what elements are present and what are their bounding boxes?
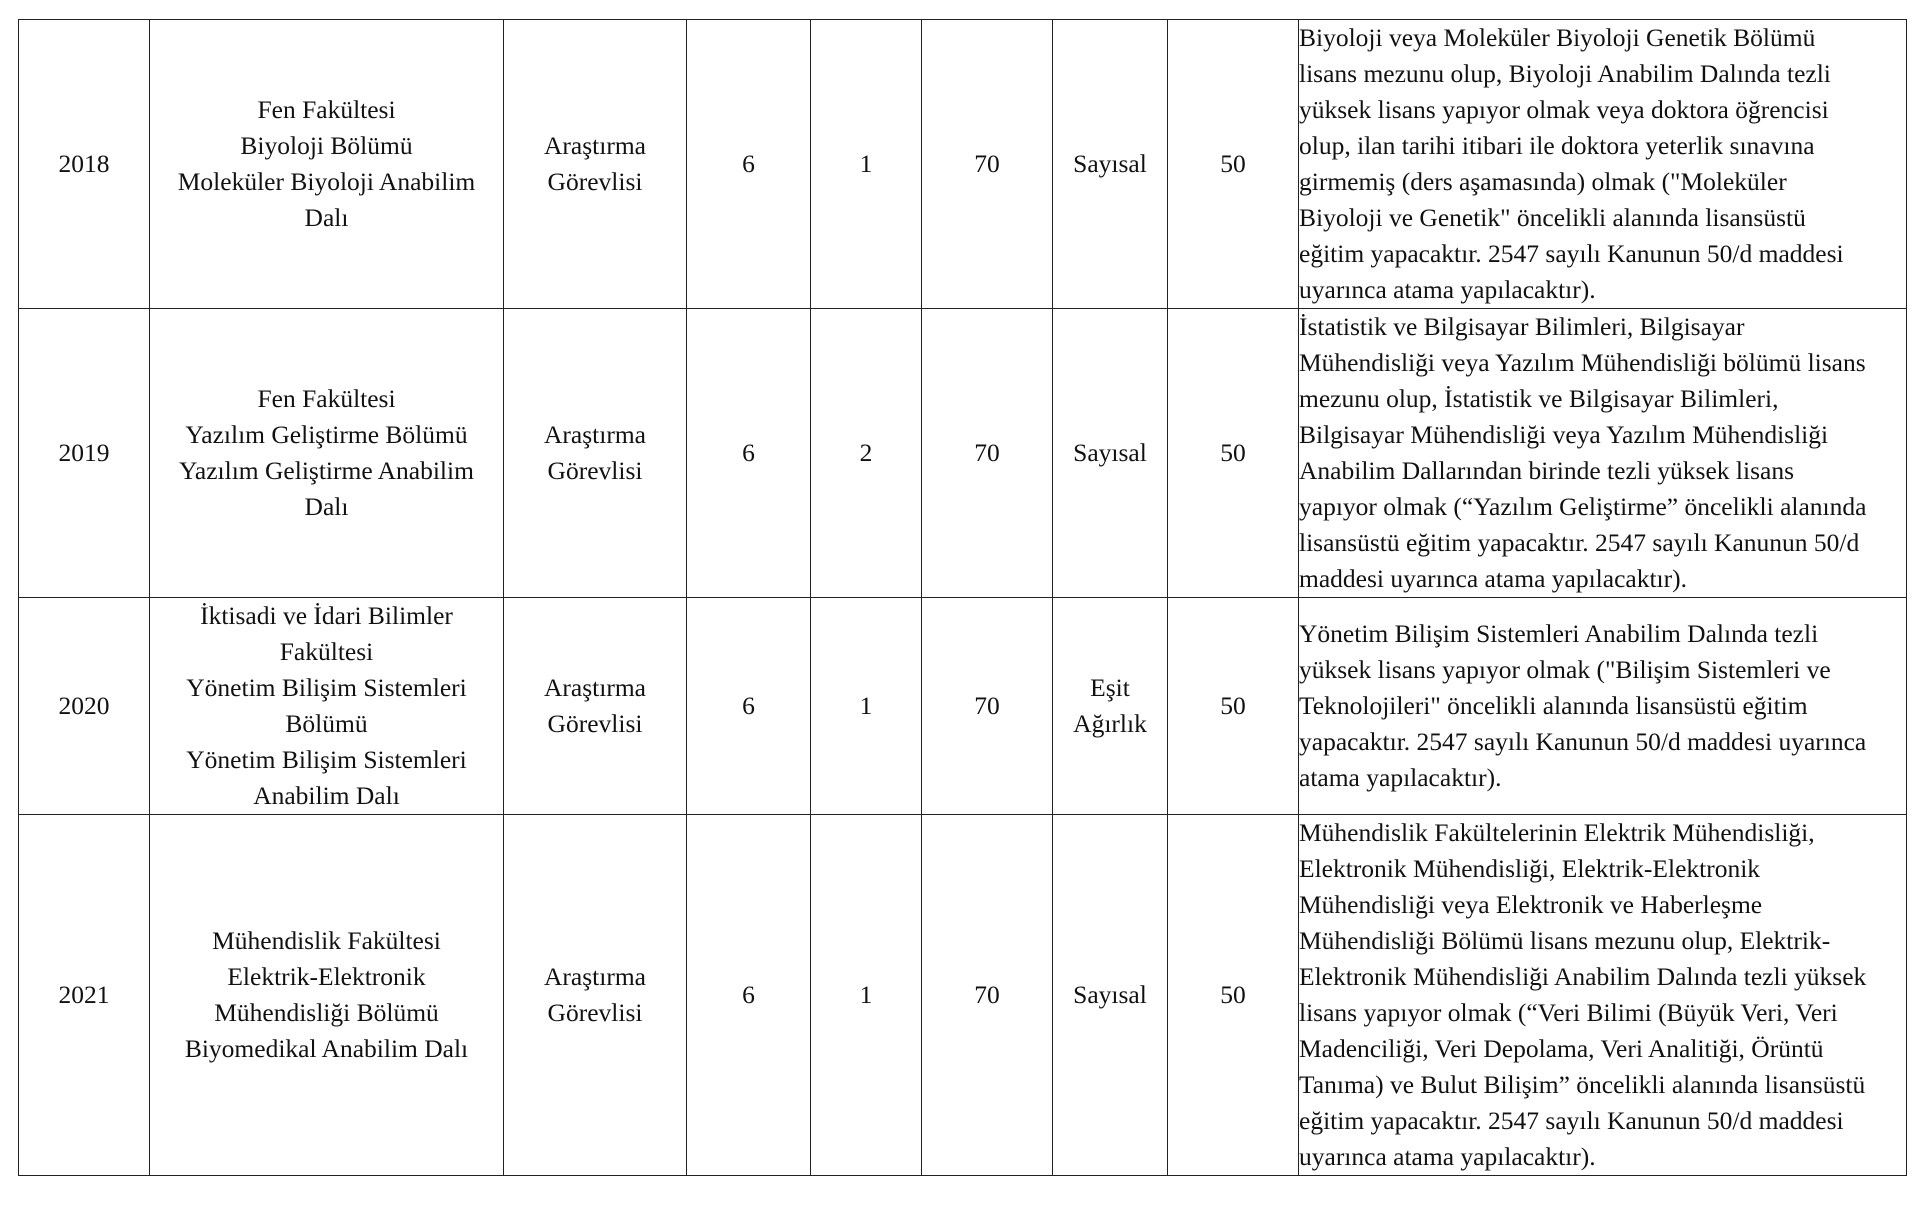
- unit-cell: [150, 815, 504, 1176]
- job-postings-table: [18, 19, 1907, 1176]
- derece-cell: 6: [687, 309, 811, 598]
- ales-cell: 70: [922, 815, 1053, 1176]
- cell-line: Mühendisliği Bölümü: [214, 998, 439, 1027]
- title-cell: [504, 815, 687, 1176]
- unit-cell: [150, 309, 504, 598]
- cell-line: Görevlisi: [547, 709, 643, 738]
- yabanci-dil-cell: 50: [1168, 20, 1299, 309]
- cell-line: Fakültesi: [279, 637, 374, 666]
- derece-cell: 6: [687, 20, 811, 309]
- description-cell: [1299, 20, 1907, 309]
- cell-line: Eşit: [1090, 673, 1130, 702]
- cell-line: Görevlisi: [547, 167, 643, 196]
- cell-line: Mühendisliği veya Yazılım Mühendisliği bölümü lisans: [1299, 348, 1866, 377]
- table-row: [19, 309, 1907, 598]
- cell-line: Bilgisayar Mühendisliği veya Yazılım Mühendisliği: [1299, 420, 1829, 449]
- puan-turu-cell: [1053, 309, 1168, 598]
- cell-line: Dalı: [304, 492, 349, 521]
- ilan-no-cell: 2021: [19, 815, 150, 1176]
- cell-line: Moleküler Biyoloji Anabilim: [177, 167, 476, 196]
- cell-line: lisansüstü eğitim yapacaktır. 2547 sayılı Kanunun 50/d: [1299, 528, 1860, 557]
- cell-line: Bölümü: [285, 709, 368, 738]
- ilan-no-cell: 2019: [19, 309, 150, 598]
- cell-line: Anabilim Dallarından birinde tezli yüksek lisans: [1299, 456, 1795, 485]
- title-cell: [504, 309, 687, 598]
- ilan-no-cell: 2018: [19, 20, 150, 309]
- puan-turu-cell: [1053, 20, 1168, 309]
- cell-line: Madenciliği, Veri Depolama, Veri Analitiği, Örüntü: [1299, 1034, 1824, 1063]
- cell-line: atama yapılacaktır).: [1299, 763, 1502, 792]
- cell-line: Fen Fakültesi: [257, 95, 396, 124]
- cell-line: yapacaktır. 2547 sayılı Kanunun 50/d maddesi uyarınca: [1299, 727, 1867, 756]
- cell-line: Mühendislik Fakültelerinin Elektrik Mühendisliği,: [1299, 818, 1815, 847]
- title-cell: [504, 598, 687, 815]
- cell-line: Yazılım Geliştirme Anabilim: [179, 456, 474, 485]
- cell-line: maddesi uyarınca atama yapılacaktır).: [1299, 564, 1687, 593]
- cell-line: Biyoloji ve Genetik" öncelikli alanında lisansüstü: [1299, 203, 1806, 232]
- description-cell: [1299, 598, 1907, 815]
- cell-line: Görevlisi: [547, 456, 643, 485]
- puan-turu-cell: [1053, 815, 1168, 1176]
- cell-line: Görevlisi: [547, 998, 643, 1027]
- unit-cell: [150, 20, 504, 309]
- derece-cell: 6: [687, 598, 811, 815]
- cell-line: Elektrik-Elektronik: [227, 962, 426, 991]
- derece-cell: 6: [687, 815, 811, 1176]
- ilan-no-cell: 2020: [19, 598, 150, 815]
- cell-line: Fen Fakültesi: [257, 384, 396, 413]
- cell-line: İktisadi ve İdari Bilimler: [200, 601, 453, 630]
- cell-line: Yazılım Geliştirme Bölümü: [185, 420, 468, 449]
- cell-line: İstatistik ve Bilgisayar Bilimleri, Bilgisayar: [1299, 312, 1745, 341]
- adet-cell: 2: [811, 309, 922, 598]
- cell-line: Yönetim Bilişim Sistemleri: [186, 673, 467, 702]
- cell-line: uyarınca atama yapılacaktır).: [1299, 275, 1596, 304]
- adet-cell: 1: [811, 598, 922, 815]
- cell-line: lisans yapıyor olmak (“Veri Bilimi (Büyük Veri, Veri: [1299, 998, 1838, 1027]
- cell-line: Anabilim Dalı: [253, 781, 400, 810]
- cell-line: Araştırma: [544, 420, 646, 449]
- cell-line: Biyomedikal Anabilim Dalı: [184, 1034, 469, 1063]
- cell-line: Elektronik Mühendisliği, Elektrik-Elektronik: [1299, 854, 1761, 883]
- cell-line: Araştırma: [544, 673, 646, 702]
- table-row: [19, 815, 1907, 1176]
- ales-cell: 70: [922, 20, 1053, 309]
- cell-line: Mühendislik Fakültesi: [212, 926, 441, 955]
- description-cell: [1299, 309, 1907, 598]
- cell-line: Dalı: [304, 203, 349, 232]
- cell-line: eğitim yapacaktır. 2547 sayılı Kanunun 50/d maddesi: [1299, 1106, 1844, 1135]
- cell-line: Araştırma: [544, 962, 646, 991]
- cell-line: eğitim yapacaktır. 2547 sayılı Kanunun 50/d maddesi: [1299, 239, 1844, 268]
- cell-line: yüksek lisans yapıyor olmak veya doktora öğrencisi: [1299, 95, 1829, 124]
- cell-line: girmemiş (ders aşamasında) olmak ("Moleküler: [1299, 167, 1787, 196]
- adet-cell: 1: [811, 20, 922, 309]
- cell-line: olup, ilan tarihi itibari ile doktora yeterlik sınavına: [1299, 131, 1815, 160]
- table-row: [19, 598, 1907, 815]
- cell-line: Tanıma) ve Bulut Bilişim” öncelikli alanında lisansüstü: [1299, 1070, 1866, 1099]
- cell-line: Sayısal: [1073, 980, 1147, 1009]
- yabanci-dil-cell: 50: [1168, 598, 1299, 815]
- cell-line: lisans mezunu olup, Biyoloji Anabilim Dalında tezli: [1299, 59, 1831, 88]
- description-cell: [1299, 815, 1907, 1176]
- cell-line: Biyoloji Bölümü: [240, 131, 413, 160]
- unit-cell: [150, 598, 504, 815]
- cell-line: Araştırma: [544, 131, 646, 160]
- cell-line: Mühendisliği veya Elektronik ve Haberleşme: [1299, 890, 1763, 919]
- cell-line: Ağırlık: [1073, 709, 1147, 738]
- cell-line: Yönetim Bilişim Sistemleri: [186, 745, 467, 774]
- cell-line: Biyoloji veya Moleküler Biyoloji Genetik Bölümü: [1299, 23, 1816, 52]
- ales-cell: 70: [922, 309, 1053, 598]
- cell-line: Teknolojileri" öncelikli alanında lisansüstü eğitim: [1299, 691, 1808, 720]
- cell-line: uyarınca atama yapılacaktır).: [1299, 1142, 1596, 1171]
- adet-cell: 1: [811, 815, 922, 1176]
- cell-line: Elektronik Mühendisliği Anabilim Dalında tezli yüksek: [1299, 962, 1867, 991]
- cell-line: mezunu olup, İstatistik ve Bilgisayar Bilimleri,: [1299, 384, 1779, 413]
- puan-turu-cell: [1053, 598, 1168, 815]
- cell-line: Sayısal: [1073, 438, 1147, 467]
- yabanci-dil-cell: 50: [1168, 309, 1299, 598]
- yabanci-dil-cell: 50: [1168, 815, 1299, 1176]
- table-body: [19, 20, 1907, 1176]
- title-cell: [504, 20, 687, 309]
- cell-line: yüksek lisans yapıyor olmak ("Bilişim Sistemleri ve: [1299, 655, 1831, 684]
- cell-line: Sayısal: [1073, 149, 1147, 178]
- table-row: [19, 20, 1907, 309]
- ales-cell: 70: [922, 598, 1053, 815]
- cell-line: yapıyor olmak (“Yazılım Geliştirme” öncelikli alanında: [1299, 492, 1867, 521]
- cell-line: Yönetim Bilişim Sistemleri Anabilim Dalında tezli: [1299, 619, 1819, 648]
- cell-line: Mühendisliği Bölümü lisans mezunu olup, Elektrik-: [1299, 926, 1831, 955]
